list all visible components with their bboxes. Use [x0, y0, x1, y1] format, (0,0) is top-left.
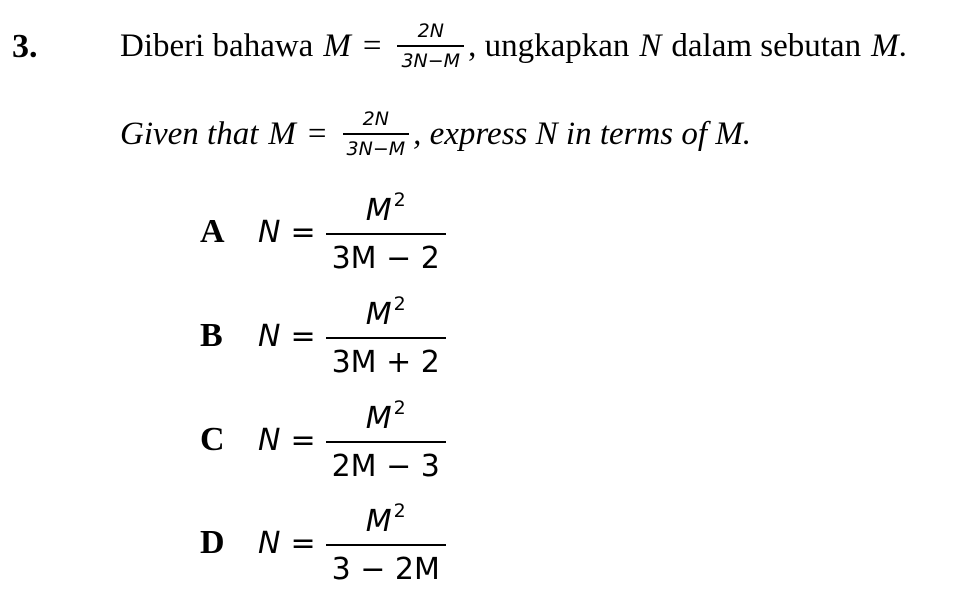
option-a[interactable]	[200, 182, 446, 282]
stem-english-var-m: M	[268, 116, 296, 152]
stem-malay-var-m: M	[323, 28, 351, 64]
stem-english-fraction	[343, 110, 410, 159]
fraction-numerator: M $^2$	[365, 188, 406, 228]
option-letter: B	[200, 317, 223, 354]
stem-english-prefix: Given that	[120, 116, 259, 152]
option-equals: =	[290, 318, 316, 354]
option-lhs: N	[258, 214, 281, 250]
fraction-denominator: 3M + 2	[326, 337, 446, 378]
option-fraction	[326, 188, 446, 276]
option-c[interactable]	[200, 390, 446, 490]
fraction-denominator: 3N−M	[397, 45, 464, 71]
fraction-numerator: M $^2$	[365, 396, 406, 436]
stem-malay-var-n: N	[639, 28, 662, 64]
fraction-numerator: M $^2$	[365, 499, 406, 539]
option-letter: A	[200, 213, 225, 250]
stem-malay-equals: =	[362, 28, 382, 64]
question-stem-english	[120, 110, 751, 159]
fraction-numerator: 2N	[417, 20, 444, 42]
fraction-denominator: 3M − 2	[326, 233, 446, 274]
option-letter: C	[200, 421, 225, 458]
stem-malay-suffix: dalam sebutan	[671, 28, 862, 64]
option-d[interactable]	[200, 493, 446, 593]
stem-malay-var-m2: M	[871, 28, 899, 64]
fraction-denominator: 3N−M	[343, 133, 410, 159]
option-equals: =	[290, 525, 316, 561]
question-number: 3.	[12, 28, 38, 65]
stem-english-equals: =	[307, 116, 327, 152]
stem-malay-period: .	[898, 28, 907, 64]
option-fraction	[326, 499, 446, 587]
fraction-denominator: 2M − 3	[326, 441, 446, 482]
fraction-denominator: 3 − 2M	[326, 544, 446, 585]
stem-malay-prefix: Diberi bahawa	[120, 28, 314, 64]
option-equals: =	[290, 214, 316, 250]
option-lhs: N	[258, 318, 281, 354]
option-lhs: N	[258, 525, 281, 561]
stem-english-suffix: , express N in terms of M.	[413, 116, 752, 152]
option-lhs: N	[258, 422, 281, 458]
option-equals: =	[290, 422, 316, 458]
option-letter: D	[200, 524, 225, 561]
fraction-numerator: 2N	[362, 108, 389, 130]
option-b[interactable]	[200, 286, 446, 386]
question-stem-malay	[120, 22, 907, 71]
stem-malay-fraction	[397, 22, 464, 71]
option-fraction	[326, 292, 446, 380]
option-fraction	[326, 396, 446, 484]
stem-malay-middle: , ungkapkan	[468, 28, 630, 64]
fraction-numerator: M $^2$	[365, 292, 406, 332]
